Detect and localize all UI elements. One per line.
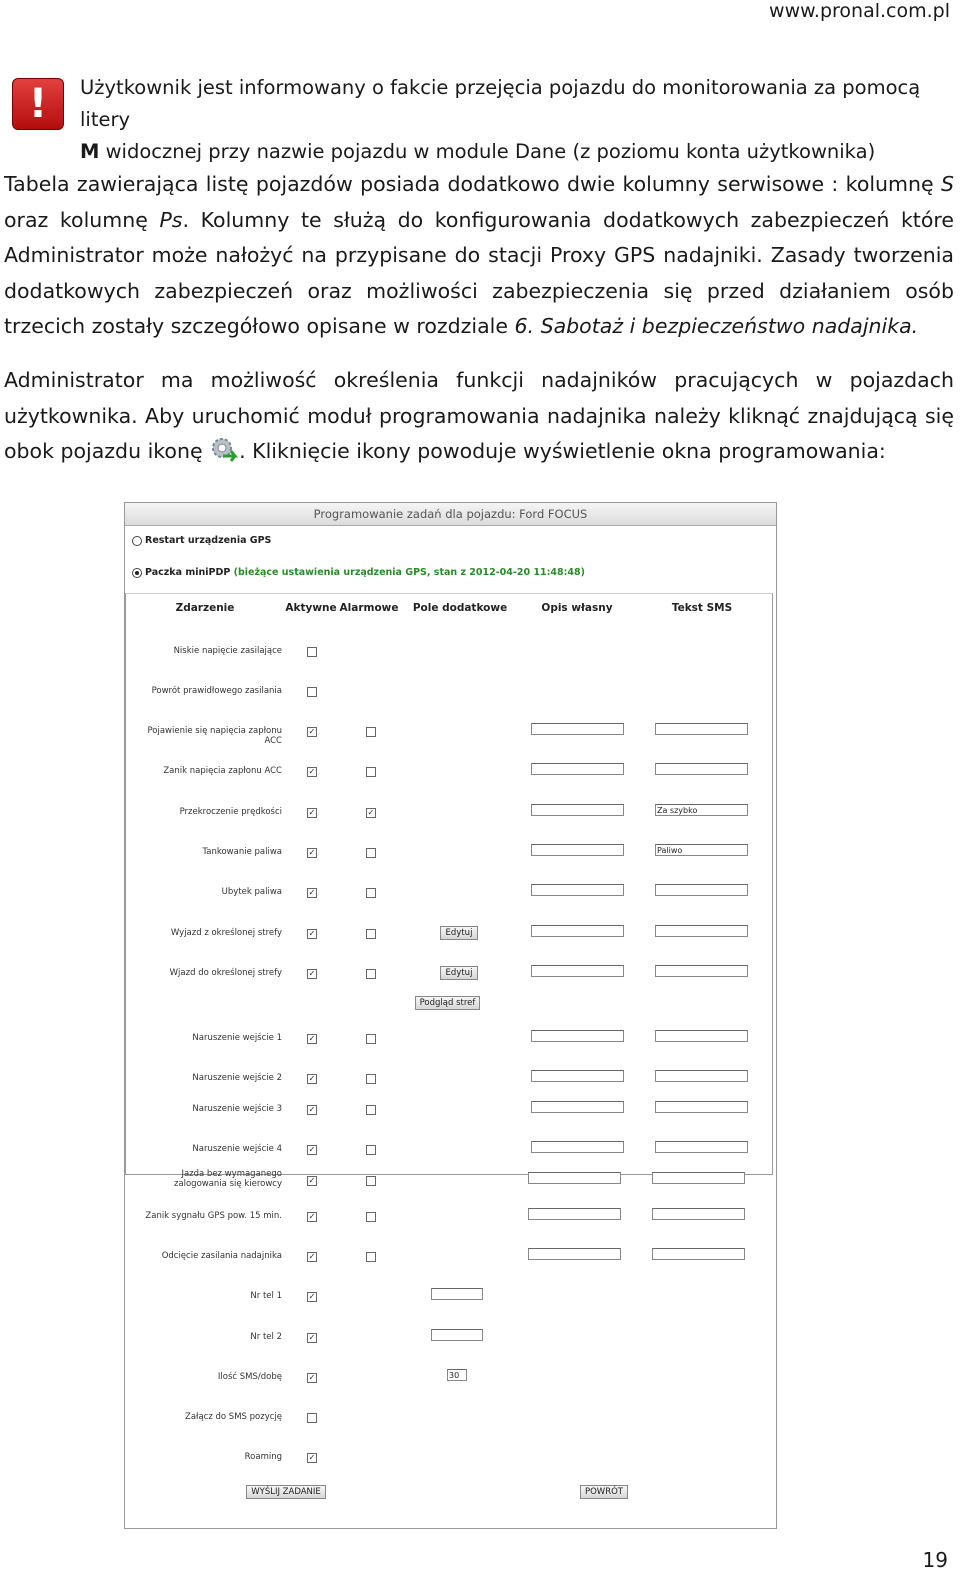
aktywne-checkbox[interactable]: ✓ <box>308 1333 316 1342</box>
aktywne-checkbox[interactable]: ✓ <box>308 1176 316 1185</box>
aktywne-checkbox[interactable]: ✓ <box>308 808 316 817</box>
event-label: Zanik napięcia zapłonu ACC <box>163 766 282 776</box>
event-label: Nr tel 2 <box>250 1332 282 1342</box>
edit-zone-button[interactable]: Edytuj <box>440 926 478 940</box>
sms-per-day-input[interactable]: 30 <box>447 1369 467 1381</box>
aktywne-checkbox[interactable]: ✓ <box>308 1373 316 1382</box>
alarmowe-checkbox[interactable] <box>366 1034 376 1044</box>
event-label: Naruszenie wejście 2 <box>192 1073 282 1083</box>
programming-window-screenshot <box>124 502 777 1529</box>
restart-option-label: Restart urządzenia GPS <box>145 535 272 546</box>
opis-wlasny-input[interactable] <box>528 1248 621 1260</box>
opis-wlasny-input[interactable] <box>531 1141 624 1153</box>
tekst-sms-input[interactable]: Paliwo <box>655 844 748 856</box>
para1-text-c: . Kolumny te służą do konfigurowania dodatkowych zabezpieczeń które Administrator może nałożyć na przypisane do stacji Proxy GPS nadajniki. Zasady tworzenia dodatkowych zabezpieczeń oraz możliwości zabezpieczenia się przed działaniem osób trzecich zostały szczegółowo opisane w rozdziale <box>4 207 954 338</box>
event-label: Nr tel 1 <box>250 1291 282 1301</box>
aktywne-checkbox[interactable]: ✓ <box>308 1074 316 1083</box>
opis-wlasny-input[interactable] <box>531 804 624 816</box>
gear-program-icon[interactable] <box>209 434 239 464</box>
preview-zones-button[interactable]: Podgląd stref <box>415 996 480 1010</box>
para2-text-a: Administrator ma możliwość określenia funkcji nadajników pracujących w pojazdach użytkownika. Aby uruchomić moduł programowania nadajnika należy kliknąć znajdującą się obok pojazdu ikonę <box>4 368 954 463</box>
exclamation-icon: ! <box>12 78 64 130</box>
event-label: Ubytek paliwa <box>221 887 282 897</box>
opis-wlasny-input[interactable] <box>531 965 624 977</box>
opis-wlasny-input[interactable] <box>531 925 624 937</box>
opis-wlasny-input[interactable] <box>531 844 624 856</box>
restart-radio[interactable] <box>132 536 142 546</box>
alarmowe-checkbox[interactable] <box>366 1252 376 1262</box>
edit-zone-button[interactable]: Edytuj <box>440 966 478 980</box>
opis-wlasny-input[interactable] <box>528 1208 621 1220</box>
opis-wlasny-input[interactable] <box>528 1172 621 1184</box>
aktywne-checkbox[interactable]: ✓ <box>308 1105 316 1114</box>
tekst-sms-input[interactable] <box>655 884 748 896</box>
alarmowe-checkbox[interactable] <box>366 1145 376 1155</box>
alarmowe-checkbox[interactable] <box>366 969 376 979</box>
para2-text-b: . Kliknięcie ikony powoduje wyświetlenie okna programowania: <box>239 439 886 463</box>
aktywne-checkbox[interactable]: ✓ <box>308 1453 316 1462</box>
tekst-sms-input[interactable] <box>652 1208 745 1220</box>
event-label: Odcięcie zasilania nadajnika <box>161 1251 282 1261</box>
minipdp-option-label <box>145 567 585 578</box>
col-head-tekst-sms: Tekst SMS <box>671 602 733 614</box>
tekst-sms-input[interactable] <box>652 1248 745 1260</box>
tekst-sms-input[interactable] <box>655 925 748 937</box>
tekst-sms-input[interactable] <box>655 763 748 775</box>
send-task-button[interactable]: WYŚLIJ ZADANIE <box>246 1485 326 1499</box>
para1-s: S <box>940 172 954 196</box>
aktywne-checkbox[interactable]: ✓ <box>308 848 316 857</box>
aktywne-checkbox[interactable]: ✓ <box>308 929 316 938</box>
event-label: Roaming <box>244 1452 282 1462</box>
event-label: Tankowanie paliwa <box>202 847 282 857</box>
alarmowe-checkbox[interactable] <box>366 727 376 737</box>
paragraph-2 <box>4 363 954 470</box>
event-label: Przekroczenie prędkości <box>179 807 282 817</box>
aktywne-checkbox[interactable]: ✓ <box>308 1252 316 1261</box>
col-head-aktywne: Aktywne <box>285 602 337 614</box>
alarmowe-checkbox[interactable] <box>366 848 376 858</box>
event-label: Naruszenie wejście 1 <box>192 1033 282 1043</box>
event-label: Niskie napięcie zasilające <box>173 646 282 656</box>
notice-line2: widocznej przy nazwie pojazdu w module Dane (z poziomu konta użytkownika) <box>99 140 876 163</box>
para1-ref: 6. Sabotaż i bezpieczeństwo nadajnika. <box>514 314 919 338</box>
tekst-sms-input[interactable] <box>655 1070 748 1082</box>
opis-wlasny-input[interactable] <box>531 884 624 896</box>
paragraph-1 <box>4 167 954 345</box>
tekst-sms-input[interactable] <box>655 1101 748 1113</box>
opis-wlasny-input[interactable] <box>531 1101 624 1113</box>
para1-text-b: oraz kolumnę <box>4 207 160 232</box>
aktywne-checkbox[interactable]: ✓ <box>308 767 316 776</box>
tekst-sms-input[interactable] <box>655 1141 748 1153</box>
tekst-sms-input[interactable]: Za szybko <box>655 804 748 816</box>
event-label: Ilość SMS/dobę <box>217 1372 282 1382</box>
alarmowe-checkbox[interactable] <box>366 767 376 777</box>
window-title: Programowanie zadań dla pojazdu: Ford FOCUS <box>125 503 776 526</box>
aktywne-checkbox[interactable]: ✓ <box>308 1034 316 1043</box>
aktywne-checkbox[interactable]: ✓ <box>308 1145 316 1154</box>
event-label: Naruszenie wejście 4 <box>192 1144 282 1154</box>
aktywne-checkbox[interactable]: ✓ <box>308 1212 316 1221</box>
alarmowe-checkbox[interactable]: ✓ <box>367 808 375 817</box>
tekst-sms-input[interactable] <box>655 965 748 977</box>
event-label: Zanik sygnału GPS pow. 15 min. <box>145 1211 282 1221</box>
para1-text-a: Tabela zawierająca listę pojazdów posiada dodatkowo dwie kolumny serwisowe : kolumnę <box>4 172 941 196</box>
alarmowe-checkbox[interactable] <box>366 1176 376 1186</box>
col-head-zdarzenie: Zdarzenie <box>175 602 235 614</box>
notice-line1: Użytkownik jest informowany o fakcie przejęcia pojazdu do monitorowania za pomocą litery <box>80 76 921 131</box>
phone-number-input[interactable] <box>431 1329 483 1341</box>
aktywne-checkbox[interactable]: ✓ <box>308 969 316 978</box>
alarmowe-checkbox[interactable] <box>366 1074 376 1084</box>
col-head-alarmowe: Alarmowe <box>339 602 399 614</box>
aktywne-checkbox[interactable] <box>307 1413 317 1423</box>
event-label: Naruszenie wejście 3 <box>192 1104 282 1114</box>
minipdp-label-text: Paczka miniPDP <box>145 567 231 578</box>
page-header-url: www.pronal.com.pl <box>769 0 950 22</box>
event-label: Pojawienie się napięcia zapłonu ACC <box>147 726 282 746</box>
aktywne-checkbox[interactable]: ✓ <box>308 888 316 897</box>
event-label: Jazda bez wymaganego zalogowania się kierowcy <box>173 1169 282 1189</box>
notice-letter: M <box>80 140 100 163</box>
opis-wlasny-input[interactable] <box>531 763 624 775</box>
minipdp-note: (bieżące ustawienia urządzenia GPS, stan z 2012-04-20 11:48:48) <box>233 567 585 578</box>
para1-ps: Ps <box>159 207 183 232</box>
alarmowe-checkbox[interactable] <box>366 1212 376 1222</box>
back-button[interactable]: POWRÓT <box>580 1485 628 1499</box>
opis-wlasny-input[interactable] <box>531 1070 624 1082</box>
tekst-sms-input[interactable] <box>652 1172 745 1184</box>
page-number: 19 <box>922 1548 948 1572</box>
notice-text <box>80 72 950 168</box>
col-head-opis-wlasny: Opis własny <box>541 602 613 614</box>
opis-wlasny-input[interactable] <box>531 723 624 735</box>
tekst-sms-input[interactable] <box>655 723 748 735</box>
phone-number-input[interactable] <box>431 1288 483 1300</box>
aktywne-checkbox[interactable] <box>307 647 317 657</box>
alarmowe-checkbox[interactable] <box>366 888 376 898</box>
tekst-sms-input[interactable] <box>655 1030 748 1042</box>
alarmowe-checkbox[interactable] <box>366 929 376 939</box>
event-label: Wyjazd z określonej strefy <box>170 928 282 938</box>
event-label: Wjazd do określonej strefy <box>169 968 282 978</box>
event-label: Załącz do SMS pozycję <box>185 1412 282 1422</box>
aktywne-checkbox[interactable] <box>307 687 317 697</box>
col-head-pole-dodatkowe: Pole dodatkowe <box>412 602 508 614</box>
event-label: Powrót prawidłowego zasilania <box>151 686 282 696</box>
minipdp-radio[interactable] <box>132 568 142 578</box>
aktywne-checkbox[interactable]: ✓ <box>308 1292 316 1301</box>
opis-wlasny-input[interactable] <box>531 1030 624 1042</box>
alarmowe-checkbox[interactable] <box>366 1105 376 1115</box>
aktywne-checkbox[interactable]: ✓ <box>308 727 316 736</box>
